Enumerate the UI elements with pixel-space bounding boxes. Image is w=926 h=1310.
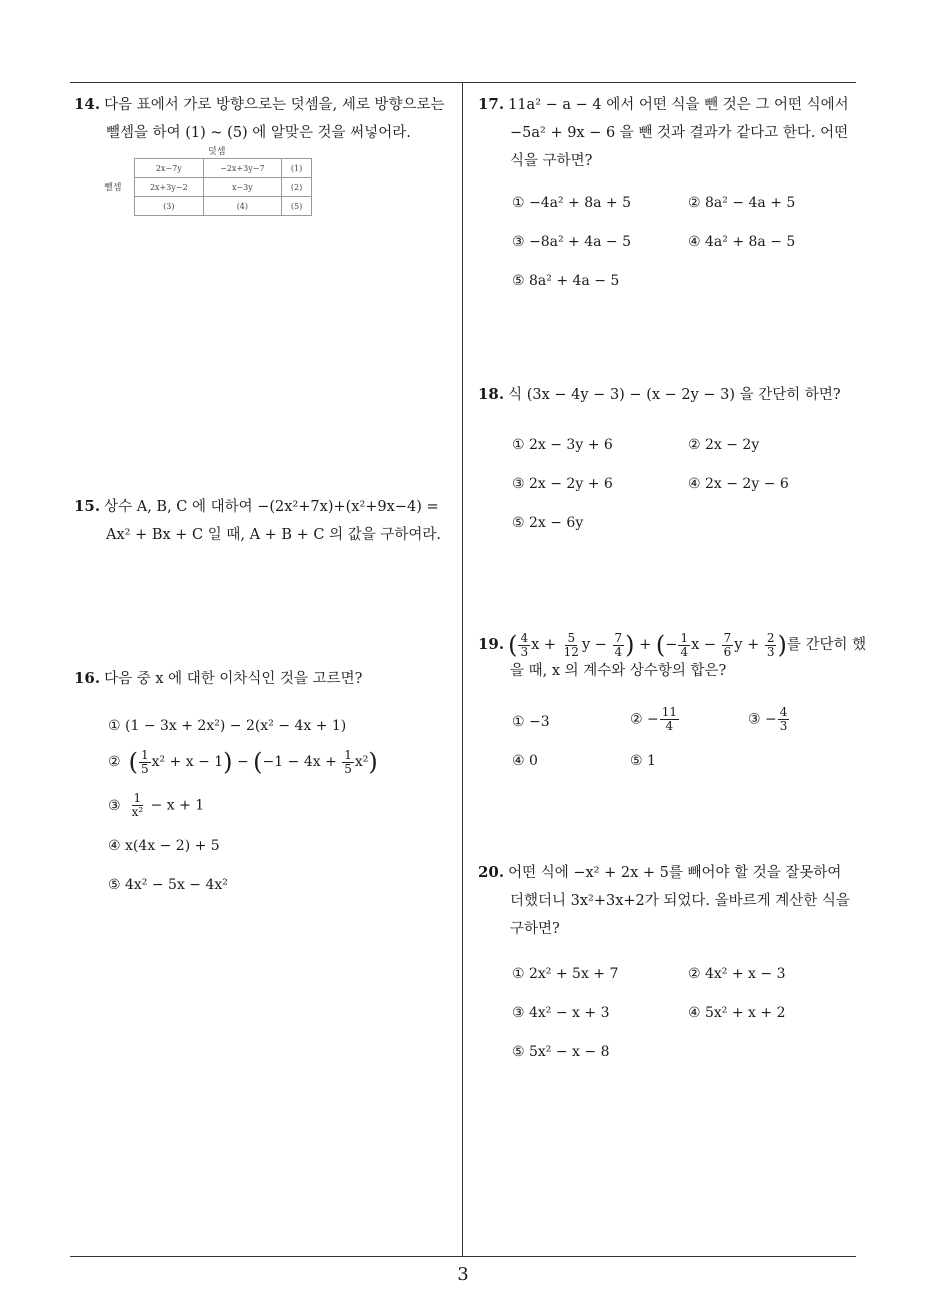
- q16-choice-3[interactable]: ③ $\frac{1}{\text{x²}}$ − x + 1: [108, 791, 205, 819]
- bottom-rule: [70, 1256, 856, 1257]
- q18-choice-3[interactable]: ③ 2x − 2y + 6: [512, 476, 613, 492]
- q20-choice-3[interactable]: ③ 4x² − x + 3: [512, 1005, 610, 1021]
- q18-choice-5[interactable]: ⑤ 2x − 6y: [512, 515, 584, 531]
- q19-choice-3[interactable]: ③ − $\frac{4}{3}$: [748, 705, 788, 733]
- q18-choice-2[interactable]: ② 2x − 2y: [688, 437, 760, 453]
- question-14: [74, 90, 459, 147]
- q17-choice-5[interactable]: ⑤ 8a² + 4a − 5: [512, 273, 620, 289]
- page-number: 3: [457, 1264, 469, 1285]
- q20-choice-4[interactable]: ④ 5x² + x + 2: [688, 1005, 786, 1021]
- q17-choice-3[interactable]: ③ −8a² + 4a − 5: [512, 234, 632, 250]
- column-divider: [462, 82, 463, 1257]
- question-20: 20. 어떤 식에 −x² + 2x + 5를 빼어야 할 것을 잘못하여 더했더니 3x²+3x+2가 되었다. 올바르게 계산한 식을 구하면?: [478, 863, 850, 937]
- question-number: 15.: [74, 497, 101, 515]
- q20-choice-2[interactable]: ② 4x² + x − 3: [688, 966, 786, 982]
- question-number: 14.: [74, 95, 101, 113]
- question-number: 18.: [478, 385, 505, 403]
- q17-choice-4[interactable]: ④ 4a² + 8a − 5: [688, 234, 796, 250]
- question-number: 19.: [478, 635, 505, 653]
- q17-choice-2[interactable]: ② 8a² − 4a + 5: [688, 195, 796, 211]
- q14-table-side-label: 뺄셈: [104, 183, 122, 193]
- q19-choice-4[interactable]: ④ 0: [512, 753, 538, 769]
- q20-choice-5[interactable]: ⑤ 5x² − x − 8: [512, 1044, 610, 1060]
- table-row: (3) (4) (5): [135, 197, 312, 216]
- q19-choice-5[interactable]: ⑤ 1: [630, 753, 656, 769]
- question-number: 16.: [74, 669, 101, 687]
- top-rule: [70, 82, 856, 83]
- q18-choice-1[interactable]: ① 2x − 3y + 6: [512, 437, 613, 453]
- q19-choice-2[interactable]: ② − $\frac{11}{4}$: [630, 705, 678, 733]
- question-14-line2: 뺄셈을 하여 (1) ~ (5) 에 알맞은 것을 써넣어라.: [106, 125, 411, 141]
- table-row: 2x−7y −2x+3y−7 (1): [135, 159, 312, 178]
- q20-choice-1[interactable]: ① 2x² + 5x + 7: [512, 966, 619, 982]
- question-18: 18. 식 (3x − 4y − 3) − (x − 2y − 3) 을 간단히 하면?: [478, 385, 841, 403]
- question-17: 17. 11a² − a − 4 에서 어떤 식을 뺀 것은 그 어떤 식에서 −5a² + 9x − 6 을 뺀 것과 결과가 같다고 한다. 어떤 식을 구하면?: [478, 95, 849, 169]
- question-number: 17.: [478, 95, 505, 113]
- q17-choice-1[interactable]: ① −4a² + 8a + 5: [512, 195, 632, 211]
- question-19: 19. ( $\frac{4}{3}$ x + $\frac{5}{12}$ y − $\frac{7}{4}$ ) + (− $\frac{1}{4}$ x − $\frac{7}{6}$ y + $\frac{2}{3}$ )를 간단히 했 을 때, x 의 계수와 상수항의 합은?: [478, 630, 867, 679]
- q16-choice-4[interactable]: ④ x(4x − 2) + 5: [108, 838, 220, 854]
- question-number: 20.: [478, 863, 505, 881]
- q14-table: [134, 158, 312, 216]
- table-row: 2x+3y−2 x−3y (2): [135, 178, 312, 197]
- q14-table-top-label: 덧셈: [208, 147, 226, 157]
- q18-choice-4[interactable]: ④ 2x − 2y − 6: [688, 476, 789, 492]
- question-14-line1: 14. 다음 표에서 가로 방향으로는 덧셈을, 세로 방향으로는: [74, 95, 445, 113]
- question-16: 16. 다음 중 x 에 대한 이차식인 것을 고르면?: [74, 669, 363, 687]
- q16-choice-1[interactable]: ① (1 − 3x + 2x²) − 2(x² − 4x + 1): [108, 718, 347, 734]
- q16-choice-5[interactable]: ⑤ 4x² − 5x − 4x²: [108, 877, 228, 893]
- q16-choice-2[interactable]: ② ( $\frac{1}{5}$ x² + x − 1) − (−1 − 4x + $\frac{1}{5}$ x²): [108, 747, 378, 776]
- question-15: 15. 상수 A, B, C 에 대하여 −(2x²+7x)+(x²+9x−4) = Ax² + Bx + C 일 때, A + B + C 의 값을 구하여라.: [74, 497, 442, 543]
- q19-choice-1[interactable]: ① −3: [512, 714, 550, 730]
